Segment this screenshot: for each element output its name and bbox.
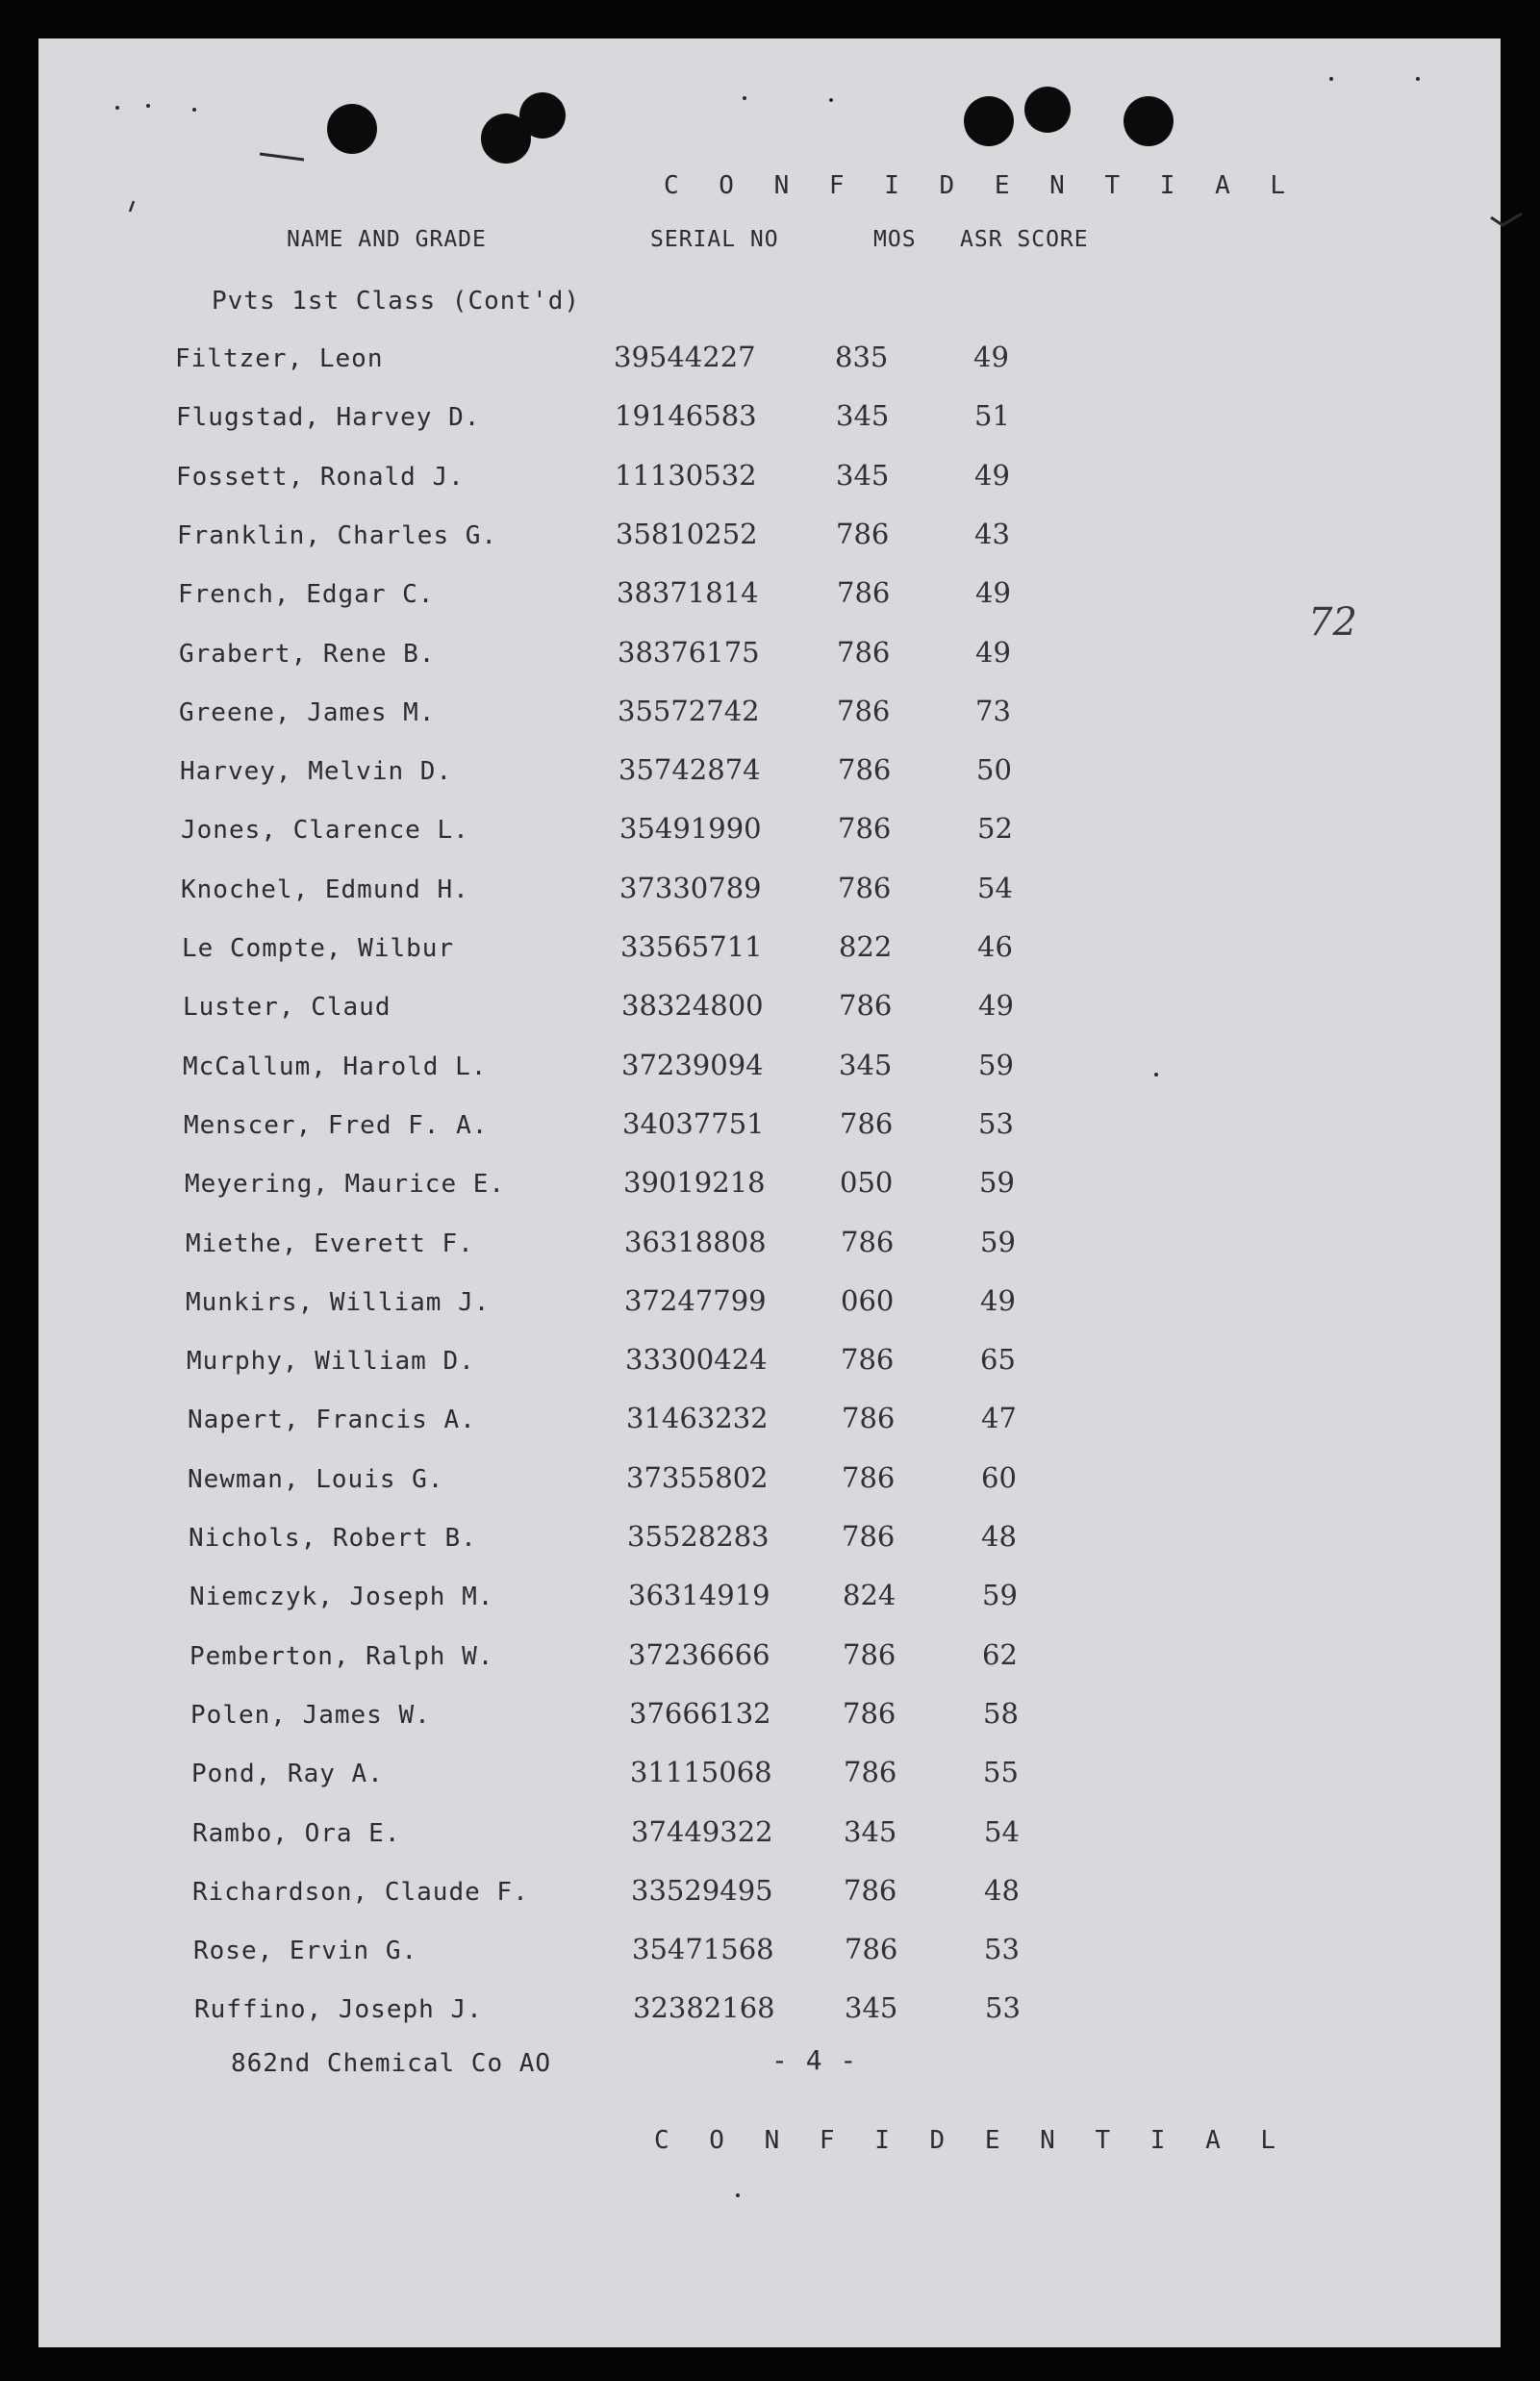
roster-asr: 48 — [984, 1874, 1020, 1907]
roster-name: Napert, Francis A. — [188, 1406, 476, 1434]
roster-row — [38, 1815, 1193, 1854]
roster-name: Ruffino, Joseph J. — [194, 1995, 483, 2024]
document-page — [38, 38, 1501, 2347]
roster-name: Filtzer, Leon — [175, 344, 384, 373]
roster-name: Luster, Claud — [183, 993, 391, 1022]
roster-serial: 34037751 — [622, 1107, 765, 1140]
roster-mos: 786 — [837, 695, 891, 727]
roster-mos: 345 — [845, 1991, 898, 2024]
roster-mos: 345 — [844, 1815, 897, 1848]
roster-asr: 54 — [984, 1815, 1020, 1848]
roster-name: Franklin, Charles G. — [177, 521, 498, 550]
roster-mos: 786 — [845, 1933, 898, 1965]
speck — [1416, 77, 1420, 81]
punch-hole-4 — [964, 96, 1014, 146]
roster-asr: 49 — [975, 576, 1011, 609]
roster-mos: 345 — [836, 399, 890, 432]
roster-asr: 43 — [974, 518, 1010, 550]
roster-asr: 50 — [976, 753, 1012, 786]
roster-row — [38, 930, 1193, 969]
roster-mos: 786 — [838, 872, 892, 904]
punch-hole-3 — [519, 92, 566, 139]
roster-mos: 050 — [840, 1166, 894, 1199]
roster-row — [38, 459, 1193, 497]
roster-row — [38, 1049, 1193, 1087]
roster-serial: 36318808 — [624, 1226, 767, 1258]
roster-serial: 33565711 — [620, 930, 763, 963]
roster-row — [38, 399, 1193, 438]
section-label: Pvts 1st Class (Cont'd) — [212, 287, 581, 316]
confidential-stamp-top: C O N F I D E N T I A L — [664, 171, 1299, 200]
roster-mos: 786 — [840, 1107, 894, 1140]
roster-mos: 786 — [843, 1638, 896, 1671]
roster-name: Miethe, Everett F. — [186, 1229, 474, 1258]
punch-hole-6 — [1123, 96, 1174, 146]
roster-asr: 52 — [977, 812, 1013, 845]
roster-asr: 59 — [978, 1049, 1014, 1081]
roster-mos: 060 — [841, 1284, 895, 1317]
column-header-asr: ASR SCORE — [960, 227, 1089, 252]
roster-name: Rambo, Ora E. — [192, 1819, 401, 1848]
speck — [736, 2193, 740, 2197]
roster-serial: 11130532 — [615, 459, 757, 492]
roster-mos: 786 — [843, 1697, 896, 1730]
roster-name: Nichols, Robert B. — [189, 1524, 477, 1553]
roster-serial: 37239094 — [621, 1049, 764, 1081]
roster-row — [38, 518, 1193, 556]
roster-asr: 73 — [975, 695, 1011, 727]
roster-row — [38, 636, 1193, 674]
roster-row — [38, 695, 1193, 733]
roster-serial: 39019218 — [623, 1166, 766, 1199]
roster-mos: 786 — [838, 753, 892, 786]
roster-mos: 786 — [844, 1874, 897, 1907]
roster-row — [38, 1107, 1193, 1146]
speck — [1329, 77, 1333, 81]
roster-row — [38, 1697, 1193, 1735]
roster-serial: 33300424 — [625, 1343, 768, 1376]
roster-asr: 53 — [984, 1933, 1020, 1965]
roster-asr: 47 — [981, 1402, 1017, 1434]
roster-name: Le Compte, Wilbur — [182, 934, 455, 963]
roster-serial: 39544227 — [614, 341, 756, 373]
roster-mos: 345 — [836, 459, 890, 492]
roster-serial: 37449322 — [631, 1815, 773, 1848]
column-header-serial: SERIAL NO — [650, 227, 779, 252]
roster-name: Meyering, Maurice E. — [185, 1170, 506, 1199]
roster-name: Richardson, Claude F. — [192, 1878, 529, 1907]
roster-row — [38, 872, 1193, 910]
roster-serial: 37330789 — [619, 872, 762, 904]
roster-name: Newman, Louis G. — [188, 1465, 444, 1494]
roster-mos: 824 — [843, 1579, 896, 1611]
roster-name: Pemberton, Ralph W. — [189, 1642, 494, 1671]
roster-row — [38, 1991, 1193, 2030]
roster-name: Murphy, William D. — [187, 1347, 475, 1376]
roster-name: Polen, James W. — [190, 1701, 431, 1730]
roster-serial: 33529495 — [631, 1874, 773, 1907]
roster-serial: 35471568 — [632, 1933, 774, 1965]
roster-mos: 786 — [842, 1461, 896, 1494]
roster-row — [38, 1284, 1193, 1323]
roster-asr: 55 — [983, 1756, 1019, 1788]
speck — [829, 98, 833, 102]
roster-asr: 51 — [974, 399, 1010, 432]
check-mark — [1489, 212, 1524, 229]
roster-asr: 49 — [975, 636, 1011, 669]
roster-name: Fossett, Ronald J. — [176, 463, 465, 492]
roster-row — [38, 341, 1193, 379]
roster-mos: 345 — [839, 1049, 893, 1081]
roster-serial: 31463232 — [626, 1402, 769, 1434]
punch-hole-5 — [1024, 87, 1071, 133]
page-number: - 4 - — [771, 2044, 858, 2076]
roster-serial: 31115068 — [630, 1756, 772, 1788]
roster-mos: 786 — [836, 518, 890, 550]
roster-row — [38, 1579, 1193, 1617]
roster-asr: 60 — [981, 1461, 1017, 1494]
roster-row — [38, 812, 1193, 850]
roster-row — [38, 753, 1193, 792]
roster-serial: 35742874 — [619, 753, 761, 786]
speck — [146, 104, 150, 108]
roster-name: French, Edgar C. — [178, 580, 435, 609]
roster-serial: 36314919 — [628, 1579, 770, 1611]
roster-asr: 48 — [981, 1520, 1017, 1553]
roster-row — [38, 1756, 1193, 1794]
column-header-mos: MOS — [873, 227, 917, 252]
roster-asr: 46 — [977, 930, 1013, 963]
roster-mos: 786 — [837, 636, 891, 669]
roster-mos: 786 — [839, 989, 893, 1022]
speck — [743, 96, 746, 100]
roster-serial: 35491990 — [619, 812, 762, 845]
roster-mos: 822 — [839, 930, 893, 963]
roster-name: Menscer, Fred F. A. — [184, 1111, 489, 1140]
footer-unit: 862nd Chemical Co AO — [231, 2049, 552, 2078]
roster-row — [38, 989, 1193, 1027]
roster-asr: 59 — [982, 1579, 1018, 1611]
roster-asr: 58 — [983, 1697, 1019, 1730]
roster-serial: 19146583 — [615, 399, 757, 432]
roster-asr: 62 — [982, 1638, 1018, 1671]
roster-serial: 37247799 — [624, 1284, 767, 1317]
roster-mos: 835 — [835, 341, 889, 373]
roster-serial: 37355802 — [626, 1461, 769, 1494]
roster-asr: 65 — [980, 1343, 1016, 1376]
pen-stroke-mark — [258, 150, 306, 164]
roster-row — [38, 1874, 1193, 1912]
roster-row — [38, 1520, 1193, 1558]
roster-serial: 35528283 — [627, 1520, 770, 1553]
roster-row — [38, 576, 1193, 615]
roster-name: Flugstad, Harvey D. — [176, 403, 481, 432]
roster-mos: 786 — [837, 576, 891, 609]
roster-row — [38, 1226, 1193, 1264]
roster-name: Greene, James M. — [179, 698, 436, 727]
punch-hole-1 — [327, 104, 377, 154]
confidential-stamp-bottom: C O N F I D E N T I A L — [654, 2126, 1289, 2155]
roster-row — [38, 1166, 1193, 1204]
roster-asr: 49 — [973, 341, 1009, 373]
roster-name: Pond, Ray A. — [191, 1760, 384, 1788]
roster-serial: 37666132 — [629, 1697, 771, 1730]
roster-serial: 37236666 — [628, 1638, 770, 1671]
roster-name: McCallum, Harold L. — [183, 1052, 488, 1081]
roster-serial: 35810252 — [616, 518, 758, 550]
roster-asr: 49 — [978, 989, 1014, 1022]
speck — [192, 108, 196, 112]
roster-row — [38, 1402, 1193, 1440]
roster-mos: 786 — [842, 1520, 896, 1553]
roster-asr: 59 — [980, 1226, 1016, 1258]
roster-row — [38, 1461, 1193, 1500]
roster-name: Munkirs, William J. — [186, 1288, 491, 1317]
roster-asr: 59 — [979, 1166, 1015, 1199]
roster-name: Niemczyk, Joseph M. — [189, 1583, 494, 1611]
roster-mos: 786 — [844, 1756, 897, 1788]
roster-serial: 38324800 — [621, 989, 764, 1022]
roster-name: Rose, Ervin G. — [193, 1937, 418, 1965]
roster-serial: 38371814 — [617, 576, 759, 609]
roster-row — [38, 1343, 1193, 1381]
roster-asr: 49 — [974, 459, 1010, 492]
roster-asr: 53 — [985, 1991, 1021, 2024]
roster-row — [38, 1933, 1193, 1971]
roster-mos: 786 — [841, 1343, 895, 1376]
pen-tick-mark — [127, 200, 137, 214]
column-header-name: NAME AND GRADE — [287, 227, 487, 252]
roster-asr: 49 — [980, 1284, 1016, 1317]
roster-serial: 38376175 — [618, 636, 760, 669]
roster-mos: 786 — [838, 812, 892, 845]
roster-row — [38, 1638, 1193, 1677]
roster-name: Jones, Clarence L. — [181, 816, 469, 845]
roster-asr: 53 — [978, 1107, 1014, 1140]
margin-page-number: 72 — [1308, 600, 1357, 645]
speck — [115, 106, 119, 110]
roster-name: Knochel, Edmund H. — [181, 875, 469, 904]
roster-asr: 54 — [977, 872, 1013, 904]
roster-mos: 786 — [841, 1226, 895, 1258]
roster-serial: 32382168 — [633, 1991, 775, 2024]
roster-mos: 786 — [842, 1402, 896, 1434]
roster-serial: 35572742 — [618, 695, 760, 727]
roster-name: Harvey, Melvin D. — [180, 757, 453, 786]
roster-name: Grabert, Rene B. — [179, 640, 436, 669]
